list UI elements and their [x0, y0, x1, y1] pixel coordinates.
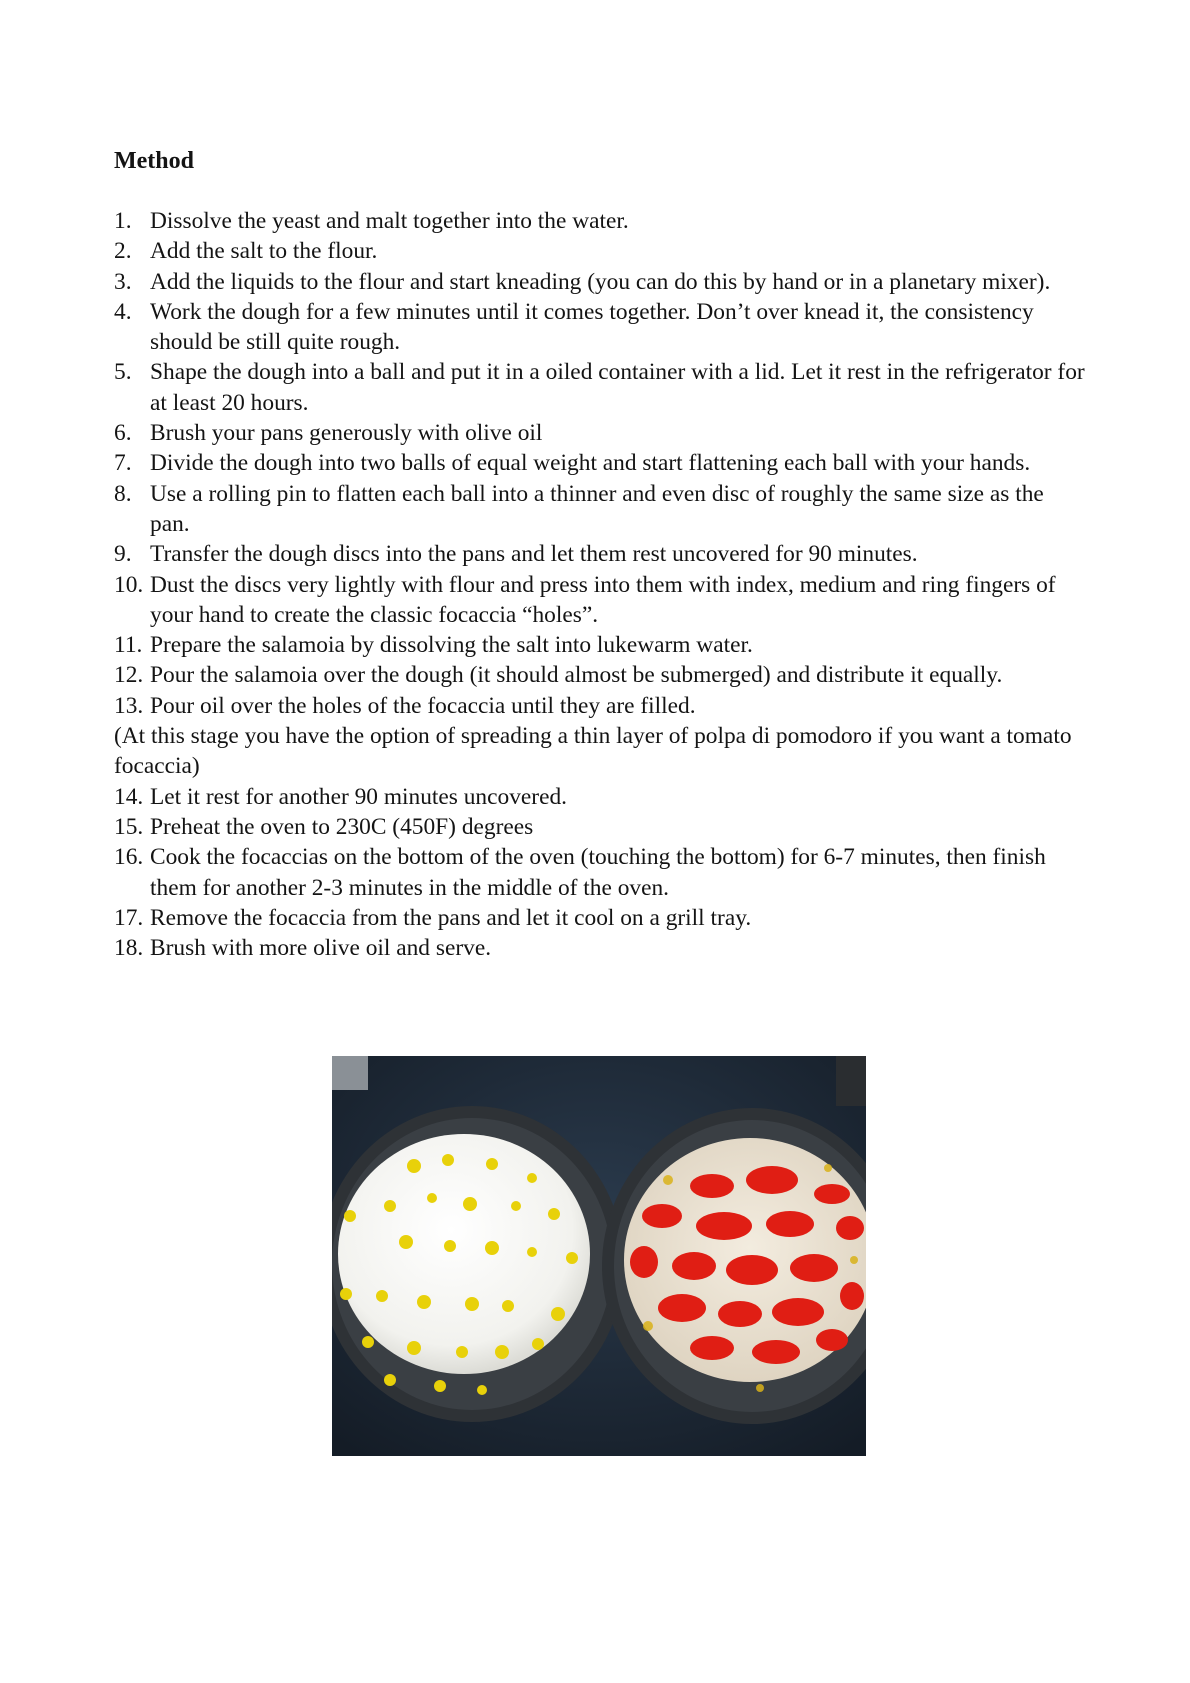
step-text: Brush your pans generously with olive oil	[150, 420, 543, 447]
step-12	[114, 660, 1086, 690]
step-number: 13.	[114, 692, 144, 719]
step-9	[114, 539, 1086, 569]
step-text: Shape the dough into a ball and put it in a oiled container with a lid. Let it rest in the refrigerator for at least 20 hours.	[150, 359, 1085, 416]
step-number: 15.	[114, 813, 144, 840]
step-text: Let it rest for another 90 minutes uncovered.	[150, 783, 567, 810]
step-11	[114, 630, 1086, 660]
step-number: 5.	[114, 359, 132, 386]
step-number: 4.	[114, 298, 132, 325]
step-text: Divide the dough into two balls of equal weight and start flattening each ball with your hands.	[150, 450, 1031, 477]
step-18	[114, 933, 1086, 963]
step-text: Pour oil over the holes of the focaccia until they are filled.	[150, 692, 696, 719]
step-number: 14.	[114, 783, 144, 810]
step-number: 6.	[114, 420, 132, 447]
step-1	[114, 206, 1086, 236]
step-text: Cook the focaccias on the bottom of the oven (touching the bottom) for 6-7 minutes, then finish them for another 2-3 minutes in the middle of the oven.	[150, 844, 1046, 901]
step-text: Add the liquids to the flour and start kneading (you can do this by hand or in a planetary mixer).	[150, 268, 1051, 295]
step-17	[114, 903, 1086, 933]
step-15	[114, 812, 1086, 842]
step-text: Dissolve the yeast and malt together into the water.	[150, 208, 629, 234]
step-number: 10.	[114, 571, 144, 598]
step-text: Prepare the salamoia by dissolving the salt into lukewarm water.	[150, 632, 753, 659]
step-text: Dust the discs very lightly with flour and press into them with index, medium and ring fingers of your hand to create the classic focaccia “holes”.	[150, 571, 1056, 628]
step-16	[114, 842, 1086, 903]
step-text: Add the salt to the flour.	[150, 238, 378, 265]
step-number: 7.	[114, 450, 132, 477]
step-text: Brush with more olive oil and serve.	[150, 935, 492, 962]
method-heading: Method	[114, 148, 194, 174]
step-3	[114, 267, 1086, 297]
step-number: 12.	[114, 662, 144, 689]
step-text: Transfer the dough discs into the pans and let them rest uncovered for 90 minutes.	[150, 541, 918, 568]
step-number: 3.	[114, 268, 132, 295]
step-8	[114, 479, 1086, 540]
step-14	[114, 782, 1086, 812]
method-steps	[114, 206, 1086, 963]
step-7	[114, 448, 1086, 478]
step-number: 9.	[114, 541, 132, 568]
step-text: Remove the focaccia from the pans and let it cool on a grill tray.	[150, 904, 752, 931]
step-2	[114, 236, 1086, 266]
step-text: Use a rolling pin to flatten each ball into a thinner and even disc of roughly the same size as the pan.	[150, 480, 1044, 537]
step-6	[114, 418, 1086, 448]
focaccia-photo	[332, 1056, 866, 1456]
tomato-option-note: (At this stage you have the option of spreading a thin layer of polpa di pomodoro if you want a tomato focaccia)	[114, 723, 1072, 780]
step-5	[114, 357, 1086, 418]
step-13	[114, 691, 1086, 721]
step-number: 11.	[114, 632, 143, 659]
step-number: 8.	[114, 480, 132, 507]
step-10	[114, 570, 1086, 631]
step-number: 18.	[114, 935, 144, 962]
step-number: 16.	[114, 844, 144, 871]
step-number: 17.	[114, 904, 144, 931]
step-4	[114, 297, 1086, 358]
step-number: 1.	[114, 208, 132, 234]
step-text: Work the dough for a few minutes until it comes together. Don’t over knead it, the consistency should be still quite rough.	[150, 298, 1034, 356]
step-number: 2.	[114, 238, 132, 265]
step-text: Pour the salamoia over the dough (it should almost be submerged) and distribute it equally.	[150, 662, 1003, 689]
step-text: Preheat the oven to 230C (450F) degrees	[150, 813, 534, 840]
